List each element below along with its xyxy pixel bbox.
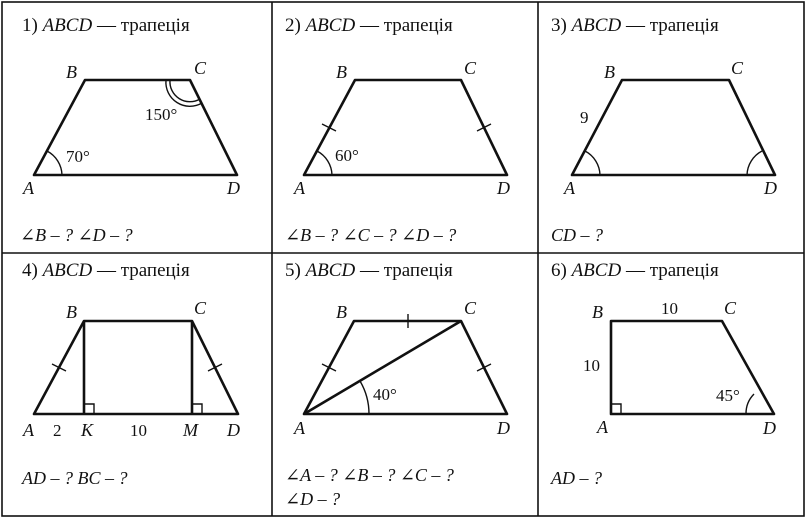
vertex-B: B: [336, 302, 347, 322]
cell-4-title: 4) ABCD — трапеція: [22, 260, 190, 281]
angle-CAD-arc: [360, 381, 369, 414]
vertex-D: D: [497, 178, 510, 198]
side-BC-label: 10: [661, 299, 678, 318]
question-line-2: ∠D – ?: [285, 489, 341, 509]
segment-KM-label: 10: [130, 421, 147, 440]
vertex-B: B: [336, 62, 347, 82]
vertex-C: C: [464, 298, 477, 318]
vertex-B: B: [66, 62, 77, 82]
vertex-A: A: [597, 417, 608, 437]
angle-A-arc: [317, 151, 332, 175]
cell-2-title: 2) ABCD — трапеція: [285, 15, 453, 36]
angle-D-label: 45°: [716, 386, 740, 405]
right-angle-K: [84, 404, 94, 414]
vertex-A: A: [294, 178, 305, 198]
trapezoid-3: [572, 80, 775, 175]
vertex-A: A: [294, 418, 305, 438]
cell-3: [551, 15, 777, 245]
angle-D-arc: [746, 394, 754, 414]
question: ∠B – ? ∠D – ?: [20, 225, 133, 245]
vertex-M: M: [183, 420, 198, 440]
vertex-D: D: [497, 418, 510, 438]
angle-CAD-label: 40°: [373, 385, 397, 404]
question: ∠B – ? ∠C – ? ∠D – ?: [285, 225, 457, 245]
cell-1-title: 1) ABCD — трапеція: [22, 15, 190, 36]
vertex-D: D: [763, 418, 776, 438]
vertex-C: C: [194, 58, 207, 78]
cell-2: [285, 15, 510, 245]
cell-4: [21, 260, 240, 488]
cell-6: [550, 260, 776, 488]
cell-5: [285, 260, 510, 509]
angle-D-arc: [747, 151, 762, 175]
angle-A-label: 60°: [335, 146, 359, 165]
question: AD – ? BC – ?: [22, 468, 128, 488]
segment-AK-label: 2: [53, 421, 62, 440]
cell-5-title: 5) ABCD — трапеція: [285, 260, 453, 281]
vertex-C: C: [464, 58, 477, 78]
vertex-B: B: [604, 62, 615, 82]
question: CD – ?: [551, 225, 604, 245]
vertex-B: B: [66, 302, 77, 322]
vertex-D: D: [764, 178, 777, 198]
right-angle-A: [611, 404, 621, 414]
vertex-D: D: [227, 420, 240, 440]
angle-A-arc: [47, 151, 62, 175]
vertex-C: C: [724, 298, 737, 318]
trapezoid-4: [34, 321, 238, 414]
cell-6-title: 6) ABCD — трапеція: [551, 260, 719, 281]
question: AD – ?: [551, 468, 602, 488]
vertex-C: C: [194, 298, 207, 318]
cell-3-title: 3) ABCD — трапеція: [551, 15, 719, 36]
cell-1: [20, 15, 240, 245]
vertex-A: A: [23, 420, 34, 440]
angle-A-arc: [585, 151, 600, 175]
side-AB-label: 10: [583, 356, 600, 375]
vertex-C: C: [731, 58, 744, 78]
vertex-B: B: [592, 302, 603, 322]
angle-C-label: 150°: [145, 105, 178, 124]
right-angle-M: [192, 404, 202, 414]
side-AB-label: 9: [580, 108, 589, 127]
vertex-K: K: [81, 420, 94, 440]
vertex-D: D: [227, 178, 240, 198]
angle-A-label: 70°: [66, 147, 90, 166]
vertex-A: A: [564, 178, 575, 198]
trapezoid-1: [34, 80, 237, 175]
question: ∠A – ? ∠B – ? ∠C – ?: [285, 465, 454, 485]
vertex-A: A: [23, 178, 34, 198]
trapezoid-5: [304, 321, 507, 414]
